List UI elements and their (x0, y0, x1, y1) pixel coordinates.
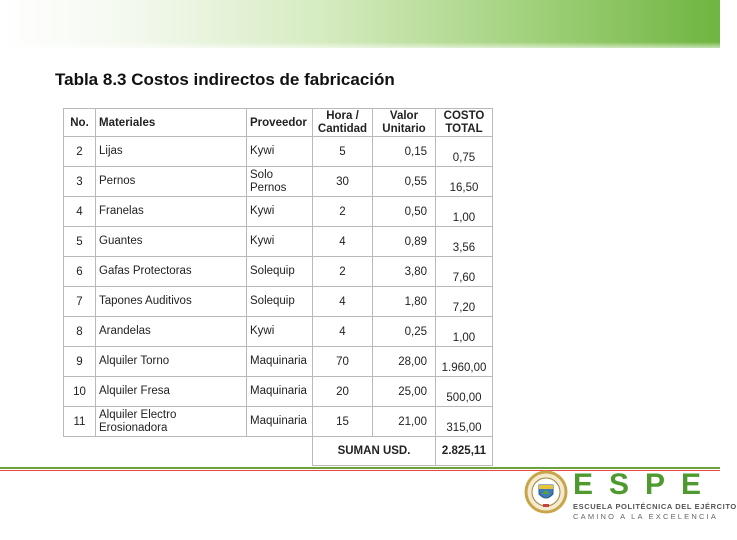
row-material: Alquiler Electro Erosionadora (96, 407, 247, 437)
table-row (64, 347, 493, 377)
table-row (64, 257, 493, 287)
cost-table (63, 108, 493, 466)
espe-subtitle: ESCUELA POLITÉCNICA DEL EJÉRCITO (573, 502, 737, 511)
row-costo-total: 1,00 (436, 197, 493, 227)
espe-tagline: CAMINO A LA EXCELENCIA (573, 512, 719, 521)
row-material: Lijas (96, 137, 247, 167)
sum-label: SUMAN USD. (313, 437, 436, 466)
row-proveedor: Kywi (247, 197, 313, 227)
row-valor-unitario: 3,80 (373, 257, 436, 287)
espe-seal-icon (524, 470, 568, 514)
row-hora-cantidad: 15 (313, 407, 373, 437)
row-costo-total: 3,56 (436, 227, 493, 257)
row-hora-cantidad: 30 (313, 167, 373, 197)
row-no: 4 (64, 197, 96, 227)
sum-spacer (64, 437, 313, 466)
table-row (64, 197, 493, 227)
row-valor-unitario: 1,80 (373, 287, 436, 317)
table-body (64, 137, 493, 437)
row-material: Arandelas (96, 317, 247, 347)
row-material: Alquiler Fresa (96, 377, 247, 407)
row-proveedor: Kywi (247, 317, 313, 347)
header-costo-line2: TOTAL (445, 122, 483, 135)
row-costo-total: 1,00 (436, 317, 493, 347)
row-no: 5 (64, 227, 96, 257)
row-hora-cantidad: 2 (313, 257, 373, 287)
row-proveedor: Solo Pernos (247, 167, 313, 197)
row-costo-total: 500,00 (436, 377, 493, 407)
sum-value: 2.825,11 (436, 437, 493, 466)
row-material: Tapones Auditivos (96, 287, 247, 317)
row-costo-total: 16,50 (436, 167, 493, 197)
table-header-row (64, 109, 493, 137)
row-proveedor: Maquinaria (247, 407, 313, 437)
row-proveedor: Solequip (247, 287, 313, 317)
row-valor-unitario: 28,00 (373, 347, 436, 377)
row-proveedor: Maquinaria (247, 347, 313, 377)
header-hora-line1: Hora / (326, 109, 359, 122)
header-valor-line1: Valor (389, 109, 419, 122)
table-row (64, 407, 493, 437)
header-costo-line1: COSTO (443, 109, 485, 122)
row-no: 2 (64, 137, 96, 167)
row-costo-total: 1.960,00 (436, 347, 493, 377)
table-row (64, 287, 493, 317)
row-no: 3 (64, 167, 96, 197)
row-proveedor: Kywi (247, 137, 313, 167)
row-hora-cantidad: 70 (313, 347, 373, 377)
row-hora-cantidad: 20 (313, 377, 373, 407)
row-material: Franelas (96, 197, 247, 227)
row-no: 11 (64, 407, 96, 437)
row-material: Pernos (96, 167, 247, 197)
row-proveedor: Maquinaria (247, 377, 313, 407)
row-proveedor: Kywi (247, 227, 313, 257)
row-hora-cantidad: 2 (313, 197, 373, 227)
row-costo-total: 7,60 (436, 257, 493, 287)
row-material: Alquiler Torno (96, 347, 247, 377)
header-valor-unitario (373, 109, 436, 137)
row-valor-unitario: 0,55 (373, 167, 436, 197)
header-hora-cantidad (313, 109, 373, 137)
header-proveedor: Proveedor (247, 109, 313, 137)
row-hora-cantidad: 4 (313, 287, 373, 317)
row-valor-unitario: 21,00 (373, 407, 436, 437)
row-no: 10 (64, 377, 96, 407)
row-material: Gafas Protectoras (96, 257, 247, 287)
row-no: 9 (64, 347, 96, 377)
row-hora-cantidad: 4 (313, 227, 373, 257)
header-gradient-bar (0, 0, 720, 48)
table-row (64, 377, 493, 407)
espe-logo (573, 468, 737, 522)
header-no: No. (64, 109, 96, 137)
table-row (64, 137, 493, 167)
table-row (64, 317, 493, 347)
table-row (64, 167, 493, 197)
header-hora-line2: Cantidad (317, 122, 368, 135)
row-proveedor: Solequip (247, 257, 313, 287)
espe-wordmark: ESPE (573, 468, 718, 501)
row-hora-cantidad: 5 (313, 137, 373, 167)
row-valor-unitario: 0,15 (373, 137, 436, 167)
row-material: Guantes (96, 227, 247, 257)
header-costo-total (436, 109, 493, 137)
slide-title: Tabla 8.3 Costos indirectos de fabricación (55, 70, 395, 89)
row-no: 6 (64, 257, 96, 287)
row-valor-unitario: 25,00 (373, 377, 436, 407)
row-costo-total: 0,75 (436, 137, 493, 167)
row-valor-unitario: 0,50 (373, 197, 436, 227)
row-valor-unitario: 0,89 (373, 227, 436, 257)
header-materiales: Materiales (96, 109, 247, 137)
table-sum-row (64, 437, 493, 466)
row-no: 7 (64, 287, 96, 317)
table-row (64, 227, 493, 257)
row-hora-cantidad: 4 (313, 317, 373, 347)
row-costo-total: 7,20 (436, 287, 493, 317)
row-valor-unitario: 0,25 (373, 317, 436, 347)
header-valor-line2: Unitario (382, 122, 426, 135)
row-no: 8 (64, 317, 96, 347)
cost-table-container (63, 108, 493, 466)
row-costo-total: 315,00 (436, 407, 493, 437)
